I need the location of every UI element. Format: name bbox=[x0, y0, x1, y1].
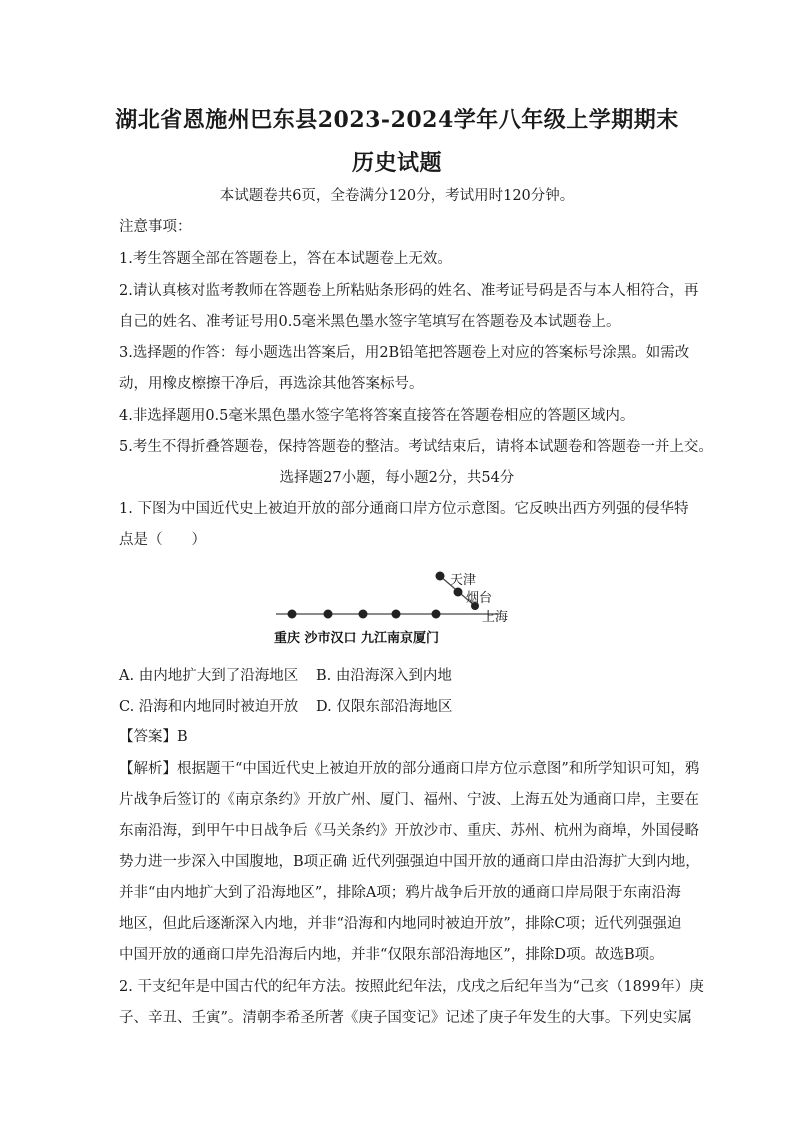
notice-line: 动，用橡皮檫擦干净后，再选涂其他答案标号。 bbox=[119, 376, 424, 392]
q1-option-d: D. 仅限东部沿海地区 bbox=[316, 699, 453, 715]
q1-stem: 1. 下图为中国近代史上被迫开放的部分通商口岸方位示意图。它反映出西方列强的侵华特 bbox=[119, 501, 689, 517]
notice-line: 自己的姓名、准考证号用0.5毫米黑色墨水签字笔填写在答题卷及本试题卷上。 bbox=[119, 314, 621, 330]
q1-option-a: A. 由内地扩大到了沿海地区 bbox=[119, 668, 299, 684]
port-dot bbox=[288, 610, 297, 619]
q1-analysis-line: 【解析】根据题干“中国近代史上被迫开放的部分通商口岸方位示意图”和所学知识可知，鸦 bbox=[119, 761, 700, 777]
q1-analysis-line: 中国开放的通商口岸先沿海后内地，并非“仅限东部沿海地区”，排除D项。故选B项。 bbox=[119, 947, 664, 963]
q1-answer: 【答案】B bbox=[119, 729, 188, 745]
port-dot bbox=[432, 610, 441, 619]
notice-line: 1.考生答题全部在答题卷上，答在本试题卷上无效。 bbox=[119, 251, 452, 267]
treaty-ports-diagram bbox=[270, 566, 530, 650]
q1-stem: 点是（ ） bbox=[119, 532, 206, 548]
notice-line: 3.选择题的作答：每小题选出答案后，用2B铅笔把答题卷上对应的答案标号涂黑。如需改 bbox=[119, 345, 690, 361]
label-yantai: 烟台 bbox=[466, 591, 493, 606]
notice-heading: 注意事项： bbox=[119, 219, 192, 235]
exam-intro: 本试题卷共6页，全卷满分120分，考试用时120分钟。 bbox=[219, 188, 575, 204]
notice-line: 4.非选择题用0.5毫米黑色墨水签字笔将答案直接答在答题卷相应的答题区域内。 bbox=[119, 408, 635, 424]
q1-analysis-line: 并非“由内地扩大到了沿海地区”，排除A项；鸦片战争后开放的通商口岸局限于东南沿海 bbox=[119, 885, 681, 901]
q2-stem: 2. 干支纪年是中国古代的纪年方法。按照此纪年法，戊戌之后纪年当为“己亥（1899年）庚 bbox=[119, 979, 704, 995]
treaty-ports-map bbox=[270, 566, 530, 650]
q1-option-b: B. 由沿海深入到内地 bbox=[316, 668, 452, 684]
port-dot bbox=[324, 610, 333, 619]
notice-line: 5.考生不得折叠答题卷，保持答题卷的整洁。考试结束后，请将本试题卷和答题卷一并上交。 bbox=[119, 439, 713, 455]
exam-subject: 历史试题 bbox=[351, 150, 442, 176]
port-dot bbox=[436, 572, 445, 581]
q1-option-c: C. 沿海和内地同时被迫开放 bbox=[119, 699, 299, 715]
section-header: 选择题27小题，每小题2分，共54分 bbox=[279, 470, 515, 486]
label-inland-ports: 重庆 沙市汉口 九江南京厦门 bbox=[274, 631, 440, 646]
q2-stem: 子、辛丑、壬寅”。清朝李希圣所著《庚子国变记》记述了庚子年发生的大事。下列史实属 bbox=[119, 1010, 692, 1026]
q1-analysis-line: 地区，但此后逐渐深入内地，并非“沿海和内地同时被迫开放”，排除C项；近代列强强迫 bbox=[119, 916, 682, 932]
exam-title: 湖北省恩施州巴东县2023-2024学年八年级上学期期末 bbox=[115, 107, 679, 133]
port-dot bbox=[454, 588, 463, 597]
label-tianjin: 天津 bbox=[450, 573, 477, 588]
label-shanghai: 上海 bbox=[482, 610, 509, 625]
port-dot bbox=[392, 610, 401, 619]
q1-analysis-line: 势力进一步深入中国腹地，B项正确 近代列强强迫中国开放的通商口岸由沿海扩大到内地， bbox=[119, 854, 700, 870]
q1-analysis-line: 东南沿海，到甲午中日战争后《马关条约》开放沙市、重庆、苏州、杭州为商埠，外国侵略 bbox=[119, 823, 699, 839]
port-dot bbox=[359, 610, 368, 619]
q1-analysis-line: 片战争后签订的《南京条约》开放广州、厦门、福州、宁波、上海五处为通商口岸，主要在 bbox=[119, 792, 699, 808]
notice-line: 2.请认真核对监考教师在答题卷上所粘贴条形码的姓名、准考证号码是否与本人相符合，再 bbox=[119, 283, 699, 299]
